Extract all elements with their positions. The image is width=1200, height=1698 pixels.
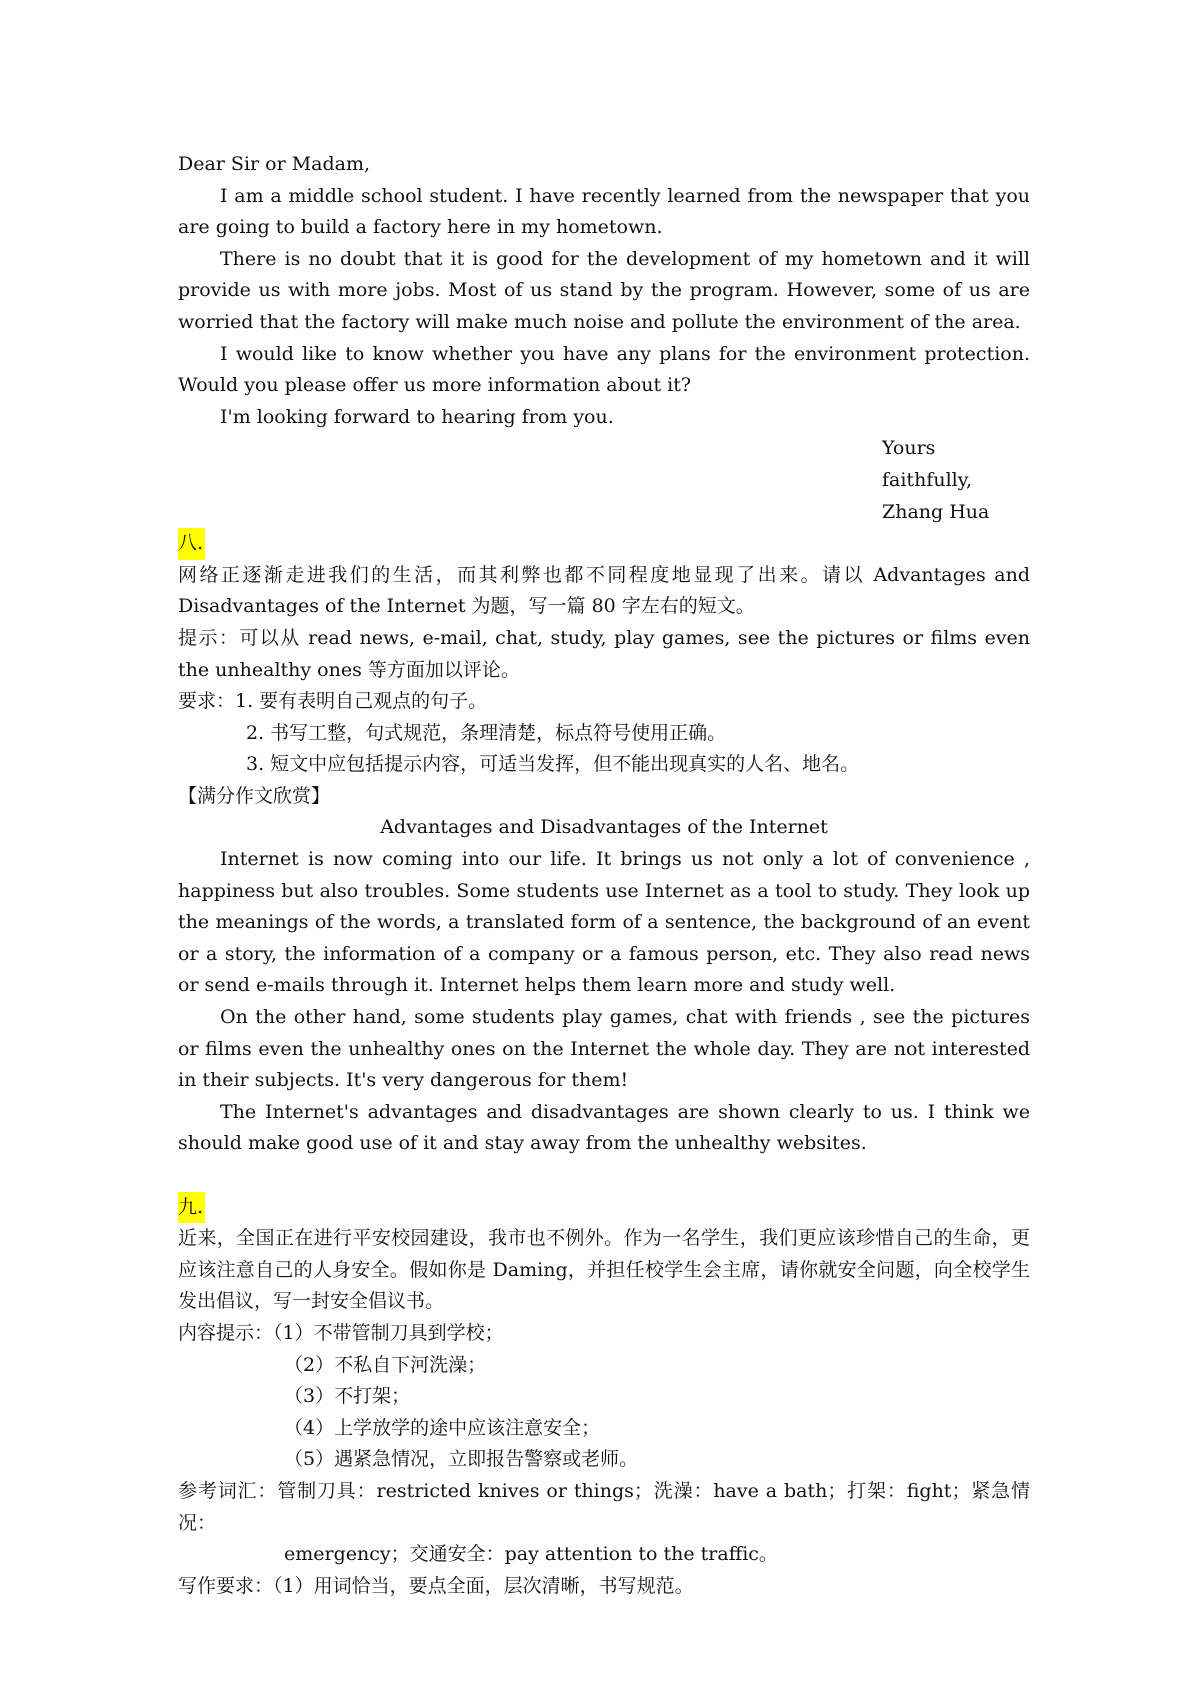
essay-paragraph-3: The Internet's advantages and disadvantages are shown clearly to us. I think we should make good use of it and stay away from the unhealthy websites. <box>178 1100 1030 1155</box>
question-8-requirement-1: 要求：1. 要有表明自己观点的句子。 <box>178 690 488 713</box>
essay-title: Advantages and Disadvantages of the Internet <box>380 816 828 839</box>
question-8-prompt: 网络正逐渐走进我们的生活，而其利弊也都不同程度地显现了出来。请以 Advantages and Disadvantages of the Internet 为题，写一篇 80 字左右的短文。 <box>178 563 1030 618</box>
question-9-content-hint-4: （4）上学放学的途中应该注意安全； <box>284 1416 601 1439</box>
spacer <box>178 1160 1030 1192</box>
question-9-content-hint-3: （3）不打架； <box>284 1385 411 1408</box>
letter-paragraph-1: I am a middle school student. I have recently learned from the newspaper that you are going to build a factory here in my hometown. <box>178 184 1030 239</box>
essay-paragraph-1: Internet is now coming into our life. It brings us not only a lot of convenience , happiness but also troubles. Some students use Internet as a tool to study. They look up the meanings of the words, a translated form of a sentence, the background of an event or a story, the information of a company or a famous person, etc. They also read news or send e-mails through it. Internet helps them learn more and study well. <box>178 848 1030 997</box>
question-8-number: 八. <box>178 528 205 560</box>
letter-closing: Yours faithfully, <box>882 437 972 491</box>
letter-salutation: Dear Sir or Madam, <box>178 153 371 175</box>
letter-paragraph-2: There is no doubt that it is good for the development of my hometown and it will provide us with more jobs. Most of us stand by the program. However, some of us are worried that the factory will make much noise and pollute the environment of the area. <box>178 247 1030 333</box>
question-9-heading <box>178 1192 1030 1224</box>
question-9-vocabulary-1: 参考词汇：管制刀具：restricted knives or things；洗澡：have a bath；打架：fight；紧急情况： <box>178 1479 1030 1534</box>
question-8-requirement-3: 3. 短文中应包括提示内容，可适当发挥，但不能出现真实的人名、地名。 <box>246 753 860 776</box>
question-9-content-hint-1: 内容提示：（1）不带管制刀具到学校； <box>178 1321 504 1344</box>
letter-paragraph-4: I'm looking forward to hearing from you. <box>220 405 614 428</box>
document-content <box>178 149 1030 1602</box>
question-8-hint: 提示：可以从 read news, e-mail, chat, study, play games, see the pictures or films even the unhealthy ones 等方面加以评论。 <box>178 626 1030 681</box>
question-9-content-hint-2: （2）不私自下河洗澡； <box>284 1353 487 1376</box>
essay-paragraph-2: On the other hand, some students play games, chat with friends , see the pictures or films even the unhealthy ones on the Internet the whole day. They are not interested in their subjects. It's very dangerous for them! <box>178 1006 1030 1092</box>
question-9-number: 九. <box>178 1192 205 1224</box>
letter-signature: Zhang Hua <box>882 500 990 523</box>
sample-essay-label: 【满分作文欣赏】 <box>178 784 331 807</box>
question-8-heading <box>178 528 1030 560</box>
question-8-requirement-2: 2. 书写工整，句式规范，条理清楚，标点符号使用正确。 <box>246 721 727 744</box>
question-9-prompt: 近来，全国正在进行平安校园建设，我市也不例外。作为一名学生，我们更应该珍惜自己的生命，更应该注意自己的人身安全。假如你是 Daming，并担任校学生会主席，请你就安全问题，向全校学生发出倡议，写一封安全倡议书。 <box>178 1227 1030 1313</box>
question-9-writing-requirement: 写作要求：（1）用词恰当，要点全面，层次清晰，书写规范。 <box>178 1574 694 1597</box>
letter-paragraph-3: I would like to know whether you have any plans for the environment protection. Would you please offer us more information about it? <box>178 342 1030 397</box>
question-9-content-hint-5: （5）遇紧急情况，立即报告警察或老师。 <box>284 1448 639 1471</box>
question-9-vocabulary-2: emergency；交通安全：pay attention to the traffic。 <box>284 1543 778 1566</box>
